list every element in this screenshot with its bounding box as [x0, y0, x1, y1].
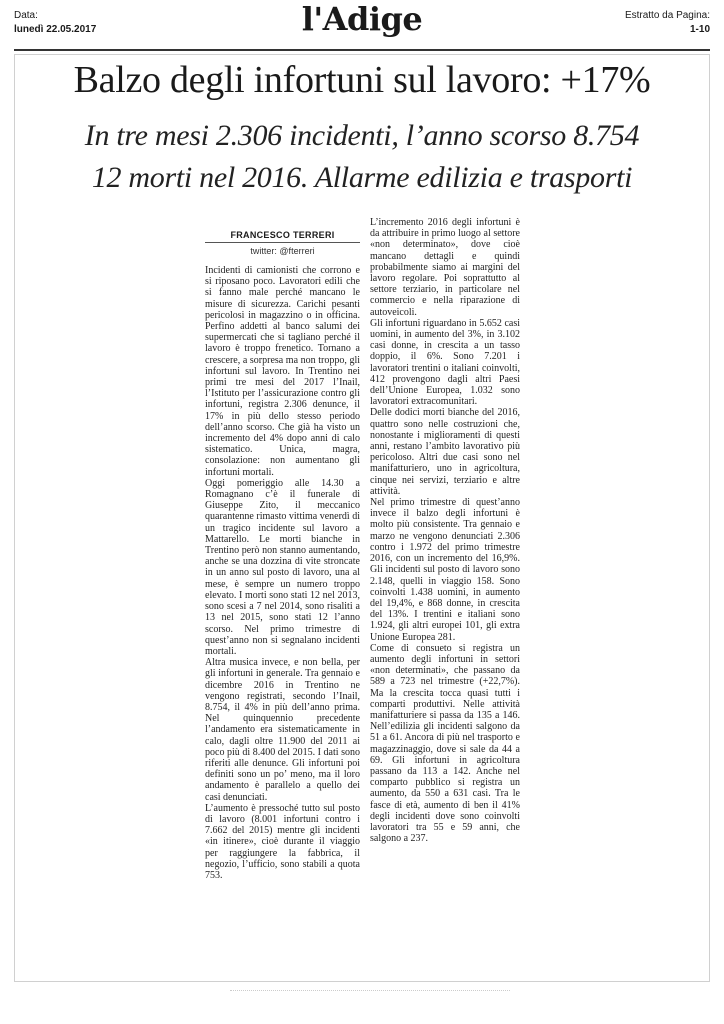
date-label: Data:: [14, 10, 38, 21]
article-column-2: [370, 217, 520, 844]
article-column-1: [205, 265, 360, 881]
paragraph: Incidenti di camionisti che corrono e si riposano poco. Lavoratori edili che si fanno male perché mancano le misure di sicurezza. Carichi pesanti pericolosi in magazzino o in officina. Perfino addetti al banco salumi dei supermercati che si tagliano perché il lavoro è troppo frenetico. Tornano a crescere, a sorpresa ma non troppo, gli infortuni sul lavoro. In Trentino nei primi tre mesi del 2017 l’Inail, l’Istituto per l’assicurazione contro gli infortuni, registra 2.306 denunce, il 17% in più dello stesso periodo dell’anno scorso. Che già ha visto un incremento del 4% dopo anni di calo sistematico. Unica, magra, consolazione: non aumentano gli infortuni mortali.: [205, 265, 360, 478]
header-divider: [14, 49, 710, 51]
author-twitter: twitter: @fterreri: [250, 246, 315, 256]
masthead-logo: l'Adige: [301, 0, 423, 38]
page-extract-block: [625, 9, 710, 37]
page-number: 1-10: [689, 24, 710, 35]
footer-divider: [230, 990, 510, 992]
article-subhead-line2: 12 morti nel 2016. Allarme edilizia e trasporti: [91, 161, 633, 194]
extract-label: Estratto da Pagina:: [624, 10, 710, 21]
paragraph: L’aumento è pressoché tutto sul posto di lavoro (8.001 infortuni contro i 7.662 del 2015) mentre gli incidenti «in itinere», cioè durante il viaggio per raggiungere la fabbrica, il negozio, l’ufficio, sono stabili a quota 753.: [205, 802, 360, 881]
article-subhead-line1: In tre mesi 2.306 incidenti, l’anno scorso 8.754: [84, 119, 640, 152]
paragraph: Altra musica invece, e non bella, per gli infortuni in generale. Tra gennaio e dicembre 2016 in Trentino ne vengono registrati, secondo l’Inail, 8.754, il 4% in più dell’anno prima. Nel quinquennio precedente l’andamento era sistematicamente in calo, dagli oltre 11.900 del 2011 ai poco più di 8.400 del 2015. I dati sono riferiti alle denunce. Gli infortuni poi definiti sono un po’ meno, ma il loro andamento è parallelo a quello dei casi denunciati.: [205, 657, 360, 803]
paragraph: L’incremento 2016 degli infortuni è da attribuire in primo luogo al settore «non determinato», dove cioè mancano dettagli e quindi probabilmente siamo ai margini del lavoro regolare. Poi soprattutto al settore terziario, in particolare nel commercio e nella riparazione di autoveicoli.: [370, 217, 520, 318]
paragraph: Nel primo trimestre di quest’anno invece il balzo degli infortuni è molto più consistente. Tra gennaio e marzo ne vengono denunciati 2.306 contro i 1.972 del primo trimestre 2016, con un incremento del 16,9%. Gli incidenti sul posto di lavoro sono 2.148, quelli in viaggio 158. Sono coinvolti 1.438 uomini, in aumento del 19,4%, e 868 donne, in crescita del 13%. I trentini e italiani sono 1.924, gli altri europei 101, gli extra Unione Europea 281.: [370, 497, 520, 643]
paragraph: Oggi pomeriggio alle 14.30 a Romagnano c’è il funerale di Giuseppe Zito, il meccanico quarantenne rimasto vittima venerdì di un tragico incidente sul lavoro a Mattarello. Le morti bianche in Trentino però non stanno aumentando, anche se una dozzina di vite stroncate in un anno sul posto di lavoro, una al mese, è sempre un numero troppo elevato. I morti sono stati 12 nel 2013, sono scesi a 7 nel 2014, sono risaliti a 13 nel 2015, sono stati 12 l’anno scorso. Nel primo trimestre di quest’anno non si segnalano incidenti mortali.: [205, 477, 360, 657]
paragraph: Gli infortuni riguardano in 5.652 casi uomini, in aumento del 3%, in 3.102 casi donne, in crescita a un tasso doppio, il 6%. Sono 7.201 i lavoratori trentini o italiani coinvolti, 412 provengono dagli altri Paesi dell’Unione Europea, 1.032 sono lavoratori extracomunitari.: [370, 317, 520, 408]
byline-divider: [205, 242, 360, 243]
paragraph: Delle dodici morti bianche del 2016, quattro sono nelle costruzioni che, nonostante i miglioramenti di questi anni, restano l’ambito lavorativo più pericoloso. Altri due casi sono nel manifatturiero, uno in agricoltura, cinque nei servizi, terziario e altre attività.: [370, 407, 520, 497]
date-value: lunedì 22.05.2017: [14, 24, 97, 35]
author-byline: FRANCESCO TERRERI: [230, 230, 335, 240]
paragraph: Come di consueto si registra un aumento degli infortuni in settori «non determinati», che passano da 589 a 723 nel trimestre (+22,7%). Ma la crescita tocca quasi tutti i comparti produttivi. Nelle attività manifatturiere si passa da 135 a 146. Nell’edilizia gli incidenti salgono da 51 a 61. Ancora di più nel trasporto e magazzinaggio, dove si sale da 44 a 69. Gli infortuni in agricoltura passano da 113 a 142. Anche nel comparto pubblico si registra un aumento, da 550 a 631 casi. Tra le fasce di età, aumento di ben il 41% degli incidenti dove sono coinvolti lavoratori tra 55 e 59 anni, che salgono a 237.: [370, 642, 520, 845]
article-headline: Balzo degli infortuni sul lavoro: +17%: [73, 59, 651, 101]
